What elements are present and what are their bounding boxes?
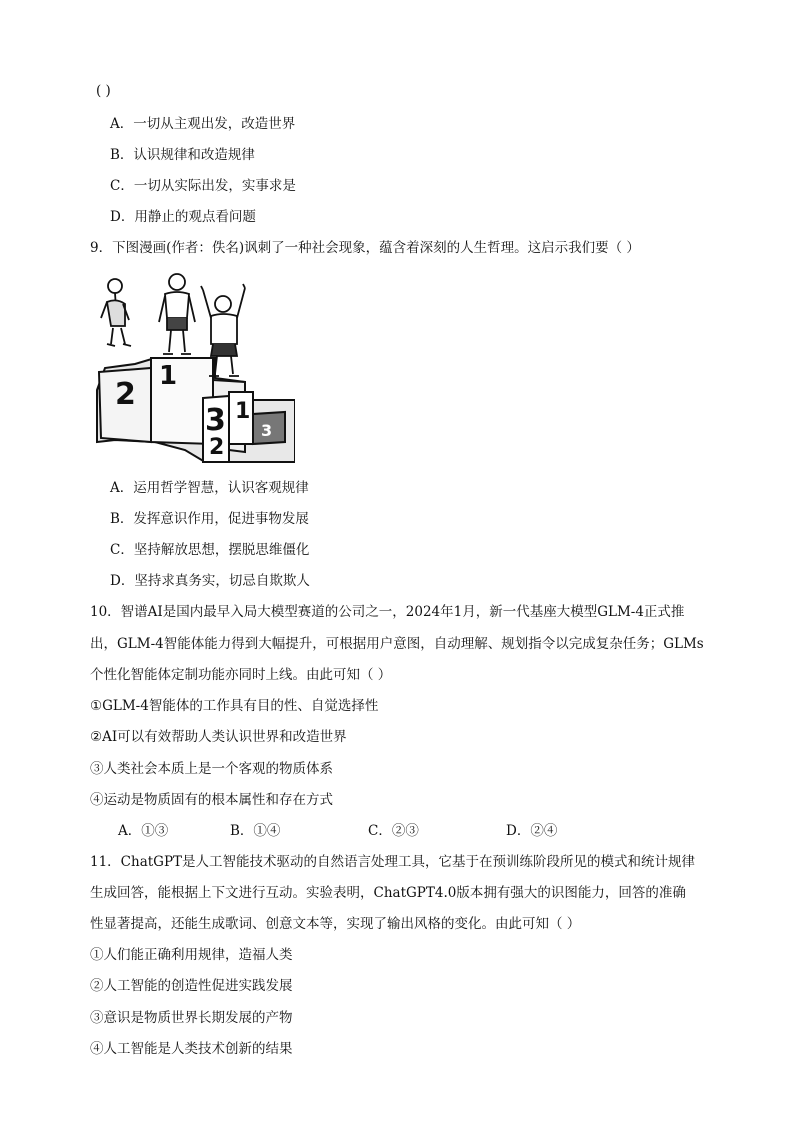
- q10-stem-line-1: 10．智谱AI是国内最早入局大模型赛道的公司之一，2024年1月，新一代基座大模型GLM-4正式推: [90, 604, 685, 620]
- step-label-3: 3: [261, 421, 273, 440]
- q10-statement-2: ②AI可以有效帮助人类认识世界和改造世界: [90, 729, 347, 745]
- step-label-2: 2: [209, 435, 225, 460]
- q9-stem: 9．下图漫画(作者：佚名)讽刺了一种社会现象，蕴含着深刻的人生哲理。这启示我们要（ ）: [90, 240, 640, 256]
- q9-option-d: D．坚持求真务实，切忌自欺欺人: [110, 573, 310, 589]
- q11-stem-line-1: 11．ChatGPT是人工智能技术驱动的自然语言处理工具，它基于在预训练阶段所见的模式和统计规律: [90, 854, 696, 870]
- q10-stem-line-2: 出，GLM-4智能体能力得到大幅提升，可根据用户意图，自动理解、规划指令以完成复杂任务；GLMs: [90, 636, 704, 652]
- q10-choice-b: B．①④: [230, 823, 281, 839]
- q10-stem-line-3: 个性化智能体定制功能亦同时上线。由此可知（ ）: [90, 667, 392, 683]
- q8-option-b: B．认识规律和改造规律: [110, 147, 255, 163]
- q11-statement-4: ④人工智能是人类技术创新的结果: [90, 1041, 293, 1057]
- q9-option-a: A．运用哲学智慧，认识客观规律: [110, 480, 309, 496]
- podium-number-2: 2: [115, 377, 136, 412]
- q10-choice-d: D．②④: [506, 823, 558, 839]
- figure-second-place: [101, 279, 131, 346]
- q8-option-d: D．用静止的观点看问题: [110, 209, 256, 225]
- q11-stem-line-2: 生成回答，能根据上下文进行互动。实验表明，ChatGPT4.0版本拥有强大的识图能力，回答的准确: [90, 885, 686, 901]
- q10-statement-4: ④运动是物质固有的根本属性和存在方式: [90, 792, 333, 808]
- step-label-1: 1: [235, 399, 251, 424]
- podium-cartoon: [95, 272, 295, 468]
- q8-answer-bracket: ( ): [96, 83, 111, 99]
- figure-first-place: [159, 274, 195, 354]
- podium-number-1: 1: [159, 361, 178, 391]
- q8-option-a: A．一切从主观出发，改造世界: [110, 116, 296, 132]
- q11-stem-line-3: 性显著提高，还能生成歌词、创意文本等，实现了输出风格的变化。由此可知（ ）: [90, 916, 581, 932]
- q11-statement-3: ③意识是物质世界长期发展的产物: [90, 1010, 293, 1026]
- q10-statement-1: ①GLM-4智能体的工作具有目的性、自觉选择性: [90, 698, 379, 714]
- q8-option-c: C．一切从实际出发，实事求是: [110, 178, 296, 194]
- podium-number-3: 3: [205, 403, 226, 438]
- q10-choice-c: C．②③: [368, 823, 419, 839]
- q9-option-c: C．坚持解放思想，摆脱思维僵化: [110, 542, 310, 558]
- q11-statement-1: ①人们能正确利用规律，造福人类: [90, 947, 293, 963]
- q11-statement-2: ②人工智能的创造性促进实践发展: [90, 978, 293, 994]
- q10-statement-3: ③人类社会本质上是一个客观的物质体系: [90, 761, 333, 777]
- q9-option-b: B．发挥意识作用，促进事物发展: [110, 511, 309, 527]
- q10-choice-a: A．①③: [118, 823, 169, 839]
